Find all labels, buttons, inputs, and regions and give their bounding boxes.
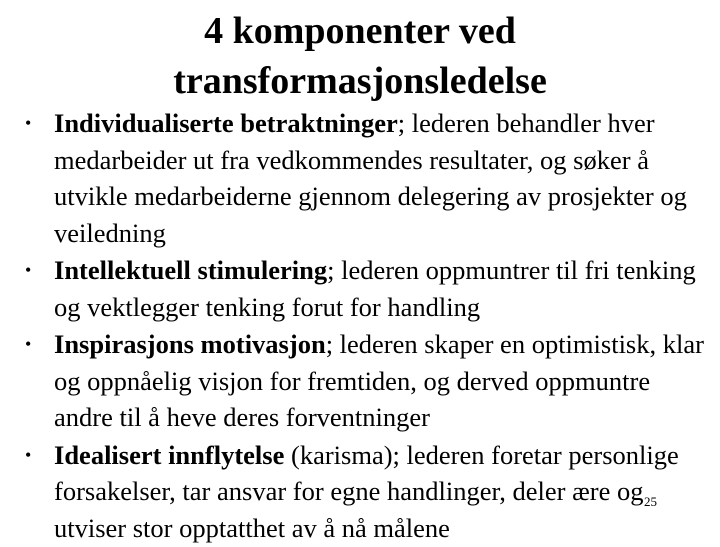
list-item [0,437,720,547]
item-term: Individualiserte betraktninger [54,108,398,138]
item-text: ; lederen oppmuntrer til fri tenking og vektlegger tenking forut for handling [54,255,696,322]
slide-title [0,6,720,106]
bullet-icon: • [25,444,32,465]
item-term: Idealisert innflytelse [54,439,285,470]
item-text: (karisma); lederen foretar personlige forsakelser, tar ansvar for egne handlinger, deler ære og utviser stor opptatthet av å nå målene [54,439,679,543]
item-term: Intellektuell stimulering [54,255,328,285]
list-item [0,252,720,325]
item-term: Inspirasjons motivasjon [54,329,326,359]
list-item [0,326,720,436]
bullet-icon: • [25,334,32,354]
item-text: ; lederen skaper en optimistisk, klar og oppnåelig visjon for fremtiden, og derved oppmuntre andre til å heve deres forventninger [54,329,704,432]
title-line-1: 4 komponenter ved [204,10,516,52]
title-line-2: transformasjonsledelse [173,60,547,102]
list-item [0,105,720,251]
bullet-icon: • [25,113,32,133]
slide-number: 25 [644,494,657,509]
bullet-icon: • [25,260,32,280]
item-text: ; lederen behandler hver medarbeider ut fra vedkommendes resultater, og søker å utvikle medarbeiderne gjennom delegering av prosjekter og veiledning [54,108,687,248]
bullet-list [0,105,720,547]
